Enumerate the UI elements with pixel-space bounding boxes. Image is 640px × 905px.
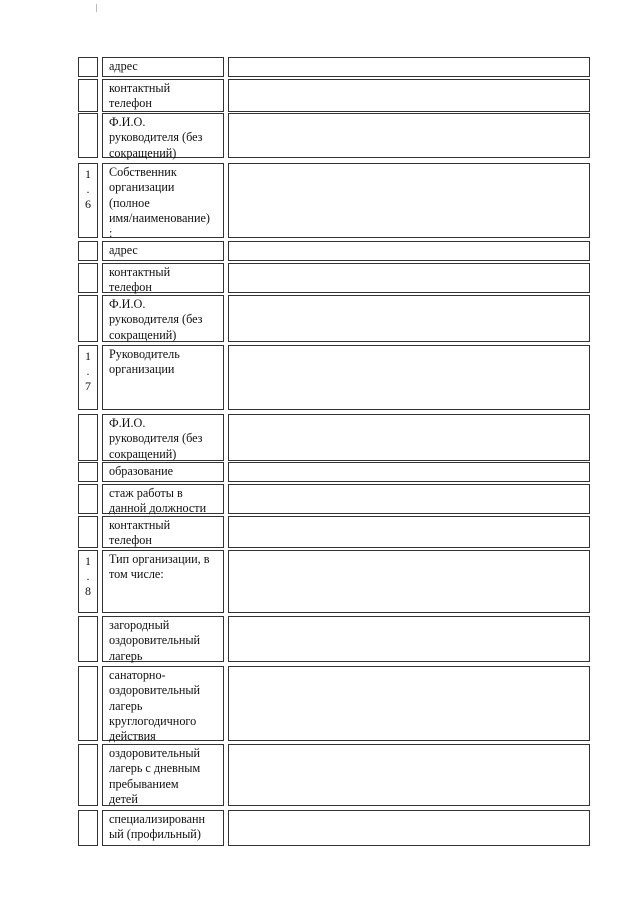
field-value-cell[interactable] (228, 113, 590, 158)
field-label: Ф.И.О. руководителя (без сокращений) (109, 297, 203, 342)
row-number-cell (78, 462, 98, 482)
field-value-cell[interactable] (228, 295, 590, 342)
field-label: специализированн ый (профильный) (109, 812, 206, 842)
field-label: Ф.И.О. руководителя (без сокращений) (109, 416, 203, 461)
field-value-cell[interactable] (228, 163, 590, 238)
row-number-cell (78, 113, 98, 158)
field-value-cell[interactable] (228, 241, 590, 261)
field-label-cell (102, 516, 224, 548)
field-label: адрес (109, 59, 138, 73)
row-number-cell (78, 666, 98, 741)
field-label-cell (102, 744, 224, 806)
field-label-cell (102, 345, 224, 410)
field-value-cell[interactable] (228, 516, 590, 548)
field-label: контактный телефон (109, 265, 171, 295)
row-number-cell (78, 295, 98, 342)
field-value-cell[interactable] (228, 744, 590, 806)
field-value-cell[interactable] (228, 79, 590, 112)
field-label: Тип организации, в том числе: (109, 552, 210, 582)
row-number-cell (78, 810, 98, 846)
row-number-cell (78, 345, 98, 410)
field-label-cell (102, 462, 224, 482)
table-row (78, 241, 590, 261)
field-value-cell[interactable] (228, 550, 590, 613)
field-value-cell[interactable] (228, 462, 590, 482)
field-value-cell[interactable] (228, 810, 590, 846)
table-row (78, 414, 590, 461)
table-row (78, 666, 590, 744)
field-label: загородный оздоровительный лагерь (109, 618, 201, 663)
field-label-cell (102, 666, 224, 744)
row-number-cell (78, 57, 98, 77)
field-label: стаж работы в данной должности (109, 486, 207, 516)
field-label-cell (102, 113, 224, 158)
row-number-cell (78, 263, 98, 293)
table-row (78, 744, 590, 806)
field-label-cell (102, 241, 224, 261)
field-label-cell (102, 57, 224, 77)
table-row (78, 484, 590, 514)
field-label: Руководитель организации (109, 347, 180, 377)
field-label: образование (109, 464, 174, 478)
field-label: оздоровительный лагерь с дневным пребыванием детей (109, 746, 201, 806)
field-label: санаторно- оздоровительный лагерь круглогодичного действия (109, 668, 201, 744)
row-number-cell (78, 516, 98, 548)
table-row (78, 79, 590, 112)
table-row (78, 263, 590, 293)
field-label: адрес (109, 243, 138, 257)
field-value-cell[interactable] (228, 616, 590, 662)
row-number-cell (78, 163, 98, 238)
row-number-cell (78, 744, 98, 806)
table-row (78, 295, 590, 342)
field-label-cell (102, 295, 224, 342)
table-row (78, 345, 590, 410)
field-label-cell (102, 263, 224, 293)
field-label: контактный телефон (109, 518, 171, 548)
field-value-cell[interactable] (228, 414, 590, 461)
field-label: контактный телефон (109, 81, 171, 111)
field-label-cell (102, 79, 224, 112)
field-value-cell[interactable] (228, 666, 590, 741)
field-label-cell (102, 616, 224, 662)
field-label-cell (102, 810, 224, 846)
table-row (78, 163, 590, 241)
row-number-cell (78, 414, 98, 461)
field-value-cell[interactable] (228, 345, 590, 410)
field-label-cell (102, 163, 224, 241)
field-value-cell[interactable] (228, 484, 590, 514)
field-label: Собственник организации (полное имя/наименование) : (109, 165, 210, 241)
field-label-cell (102, 550, 224, 613)
field-value-cell[interactable] (228, 57, 590, 77)
table-row (78, 516, 590, 548)
row-number-cell (78, 616, 98, 662)
scan-mark (96, 4, 97, 12)
field-label-cell (102, 414, 224, 461)
table-row (78, 550, 590, 613)
row-number: 1 . 8 (85, 554, 91, 598)
row-number-cell (78, 241, 98, 261)
table-row (78, 810, 590, 846)
field-label: Ф.И.О. руководителя (без сокращений) (109, 115, 203, 160)
table-row (78, 616, 590, 662)
table-row (78, 57, 590, 77)
row-number-cell (78, 484, 98, 514)
field-value-cell[interactable] (228, 263, 590, 293)
field-label-cell (102, 484, 224, 514)
table-row (78, 462, 590, 482)
row-number: 1 . 6 (85, 167, 91, 211)
row-number-cell (78, 79, 98, 112)
row-number: 1 . 7 (85, 349, 91, 393)
row-number-cell (78, 550, 98, 613)
table-row (78, 113, 590, 158)
